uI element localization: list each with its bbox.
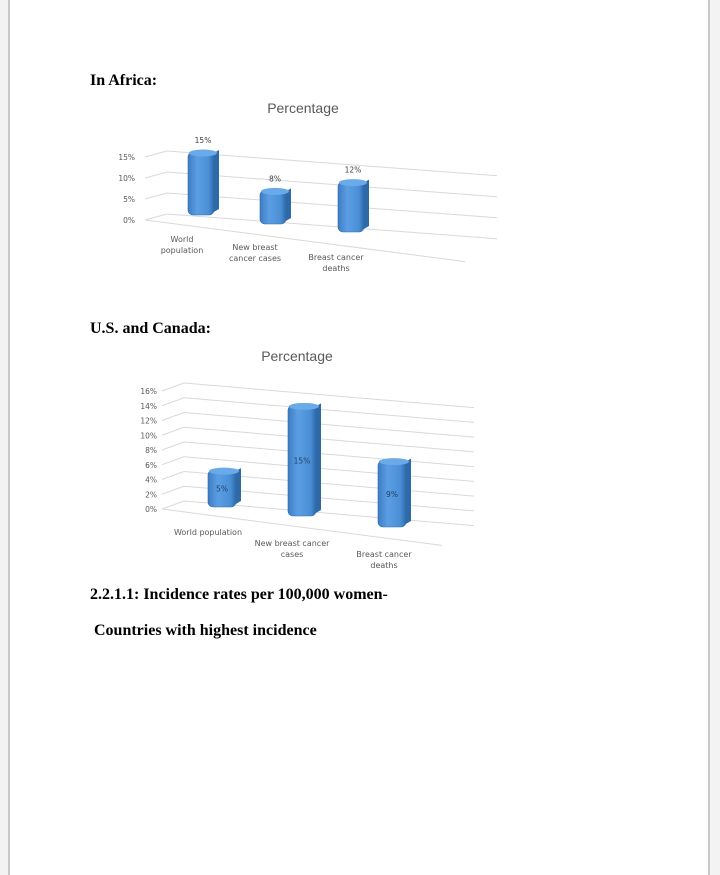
y-tick-label: 2% bbox=[145, 490, 157, 500]
data-label: 12% bbox=[344, 165, 362, 175]
category-label: Breast cancer bbox=[308, 253, 364, 262]
category-label: World population bbox=[173, 528, 243, 537]
heading-us-canada: U.S. and Canada: bbox=[90, 320, 211, 337]
section-heading: 2.2.1.1: Incidence rates per 100,000 women- bbox=[90, 586, 388, 603]
y-tick-label: 14% bbox=[140, 401, 157, 411]
y-tick-label: 5% bbox=[123, 195, 135, 204]
chart-us-canada-svg bbox=[100, 343, 470, 578]
y-tick-label: 10% bbox=[140, 431, 157, 441]
category-label: population bbox=[160, 246, 204, 255]
chart-africa-svg bbox=[100, 95, 500, 285]
chart-title: Percentage bbox=[261, 348, 333, 364]
y-tick-label: 10% bbox=[118, 174, 135, 183]
category-label: deaths bbox=[322, 264, 350, 273]
category-label: cases bbox=[280, 550, 304, 559]
y-tick-label: 8% bbox=[145, 446, 157, 455]
data-label: 5% bbox=[216, 484, 228, 494]
category-label: deaths bbox=[370, 561, 398, 570]
chart-title: Percentage bbox=[267, 100, 339, 116]
y-tick-label: 0% bbox=[123, 216, 135, 225]
y-tick-label: 4% bbox=[145, 475, 157, 485]
subsection-heading: Countries with highest incidence bbox=[94, 622, 317, 639]
bar bbox=[338, 179, 369, 232]
data-label: 8% bbox=[269, 174, 281, 184]
category-label: cancer cases bbox=[228, 254, 282, 263]
bar bbox=[188, 150, 219, 216]
y-tick-label: 16% bbox=[140, 387, 157, 396]
category-label: New breast cancer bbox=[254, 539, 330, 548]
category-label: Breast cancer bbox=[356, 550, 412, 559]
chart-africa bbox=[100, 95, 500, 285]
data-label: 9% bbox=[386, 489, 398, 499]
y-tick-label: 12% bbox=[140, 416, 157, 426]
category-label: New breast bbox=[232, 243, 278, 252]
data-label: 15% bbox=[194, 136, 212, 145]
heading-africa: In Africa: bbox=[90, 72, 158, 89]
category-label: World bbox=[170, 235, 194, 244]
data-label: 15% bbox=[293, 456, 311, 466]
y-tick-label: 6% bbox=[145, 460, 157, 470]
y-tick-label: 0% bbox=[145, 505, 157, 514]
y-tick-label: 15% bbox=[118, 153, 135, 162]
chart-us-canada bbox=[100, 343, 470, 578]
bar bbox=[260, 188, 291, 224]
